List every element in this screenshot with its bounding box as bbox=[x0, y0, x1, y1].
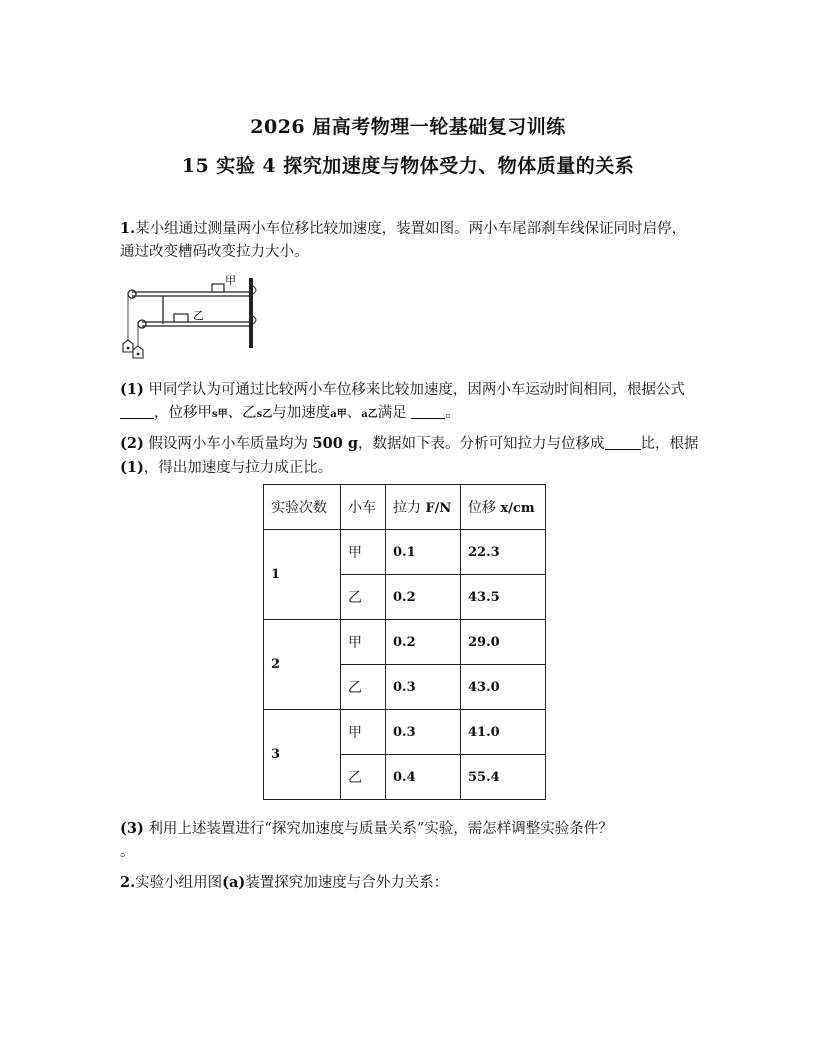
trial-number: 3 bbox=[264, 710, 341, 800]
trial-number: 1 bbox=[264, 530, 341, 620]
displacement-cell: 55.4 bbox=[461, 755, 546, 800]
header-force: 拉力 F/N bbox=[386, 485, 461, 530]
trial-number: 2 bbox=[264, 620, 341, 710]
header-trial: 实验次数 bbox=[264, 485, 341, 530]
car-yi bbox=[174, 314, 188, 322]
force-cell: 0.2 bbox=[386, 575, 461, 620]
answer-blank-proportion[interactable] bbox=[605, 435, 641, 450]
car-cell: 乙 bbox=[341, 665, 386, 710]
car-yi-label: 乙 bbox=[193, 309, 204, 322]
document-title: 2026 届高考物理一轮基础复习训练 bbox=[250, 116, 566, 138]
car-cell: 甲 bbox=[341, 620, 386, 665]
stop-board bbox=[249, 278, 253, 348]
question-1-number: 1. bbox=[120, 220, 136, 237]
car-jia-label: 甲 bbox=[225, 274, 236, 287]
displacement-cell: 22.3 bbox=[461, 530, 546, 575]
table-row bbox=[264, 530, 546, 575]
answer-blank-relation[interactable] bbox=[411, 404, 445, 419]
header-car: 小车 bbox=[341, 485, 386, 530]
car-cell: 乙 bbox=[341, 755, 386, 800]
displacement-cell: 43.0 bbox=[461, 665, 546, 710]
car-cell: 乙 bbox=[341, 575, 386, 620]
part-2: (2) 假设两小车小车质量均为 500 g，数据如下表。分析可知拉力与位移成 比，根据(1)，得出加速度与拉力成正比。 bbox=[120, 435, 699, 476]
force-cell: 0.2 bbox=[386, 620, 461, 665]
weight-left-icon bbox=[123, 340, 133, 352]
car-cell: 甲 bbox=[341, 530, 386, 575]
part-3: (3) 利用上述装置进行“探究加速度与质量关系”实验，需怎样调整实验条件？ 。 bbox=[120, 820, 613, 860]
apparatus-figure bbox=[118, 272, 268, 366]
displacement-cell: 43.5 bbox=[461, 575, 546, 620]
weight-right-icon bbox=[133, 346, 143, 358]
car-jia bbox=[212, 284, 224, 292]
lower-pulley-icon bbox=[138, 320, 146, 328]
data-table bbox=[263, 484, 546, 800]
displacement-cell: 29.0 bbox=[461, 620, 546, 665]
force-cell: 0.3 bbox=[386, 665, 461, 710]
answer-blank-formula[interactable] bbox=[120, 404, 154, 419]
upper-pulley-icon bbox=[128, 290, 136, 298]
part-1: (1) 甲同学认为可通过比较两小车位移来比较加速度，因两小车运动时间相同，根据公式 ，位移甲s甲、乙s乙与加速度a甲、a乙满足 。 bbox=[120, 381, 685, 421]
question-1 bbox=[120, 217, 700, 264]
car-cell: 甲 bbox=[341, 710, 386, 755]
table-header-row bbox=[264, 485, 546, 530]
question-2: 2.实验小组用图(a)装置探究加速度与合外力关系： bbox=[120, 874, 449, 891]
question-2-number: 2. bbox=[120, 874, 136, 891]
table-row bbox=[264, 710, 546, 755]
force-cell: 0.1 bbox=[386, 530, 461, 575]
displacement-cell: 41.0 bbox=[461, 710, 546, 755]
force-cell: 0.4 bbox=[386, 755, 461, 800]
question-1-text: 某小组通过测量两小车位移比较加速度，装置如图。两小车尾部刹车线保证同时启停，通过改变槽码改变拉力大小。 bbox=[120, 221, 687, 260]
header-displacement: 位移 x/cm bbox=[461, 485, 546, 530]
force-cell: 0.3 bbox=[386, 710, 461, 755]
document-subtitle: 15 实验 4 探究加速度与物体受力、物体质量的关系 bbox=[181, 155, 635, 177]
table-row bbox=[264, 620, 546, 665]
